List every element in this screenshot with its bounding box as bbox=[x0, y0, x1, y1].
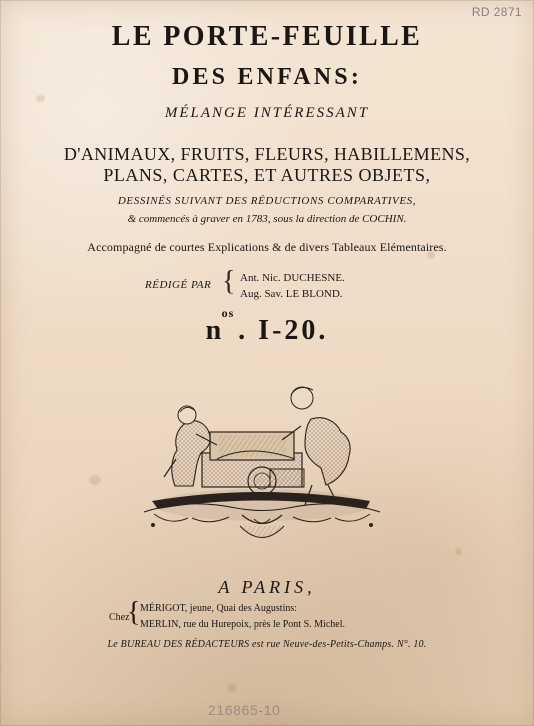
paper-foxing-spot bbox=[36, 95, 45, 102]
publishers-label: Chez bbox=[109, 612, 130, 623]
issue-prefix-superscript: os bbox=[221, 306, 235, 320]
catalog-stamp: 216865-10 bbox=[208, 702, 281, 718]
subtitle: MÉLANGE INTÉRESSANT bbox=[164, 105, 370, 121]
publishers-brace-icon: { bbox=[127, 597, 141, 628]
paper-foxing-spot bbox=[455, 548, 462, 555]
description-line-3: DESSINÉS SUIVANT DES RÉDUCTIONS COMPARATIVES, bbox=[117, 195, 417, 207]
publishers-block bbox=[109, 597, 409, 639]
issue-prefix bbox=[205, 306, 235, 346]
editors-label: RÉDIGÉ PAR bbox=[145, 279, 212, 291]
editors-block bbox=[145, 266, 415, 306]
editor-name: Ant. Nic. DUCHESNE. bbox=[240, 272, 345, 284]
description-line-1: D'ANIMAUX, FRUITS, FLEURS, HABILLEMENS, bbox=[63, 144, 471, 164]
issue-range bbox=[0, 306, 534, 361]
description-line-2: PLANS, CARTES, ET AUTRES OBJETS, bbox=[103, 165, 431, 185]
library-stamp: RD 2871 bbox=[471, 5, 522, 19]
bureau-line: Le BUREAU DES RÉDACTEURS est rue Neuve-des-Petits-Champs. N°. 10. bbox=[107, 639, 427, 650]
publisher-line: MERLIN, rue du Hurepoix, près le Pont S. Michel. bbox=[140, 619, 345, 630]
issue-prefix-letter: n bbox=[205, 315, 225, 346]
description-line-4: & commencés à graver en 1783, sous la direction de COCHIN. bbox=[127, 213, 407, 225]
editor-name: Aug. Sav. LE BLOND. bbox=[240, 288, 343, 300]
editors-brace-icon: { bbox=[222, 266, 236, 297]
paper-foxing-spot bbox=[227, 684, 237, 692]
issue-number-range: . I-20. bbox=[238, 315, 329, 346]
publisher-line: MÉRIGOT, jeune, Quai des Augustins: bbox=[140, 603, 298, 614]
imprint-city: A PARIS, bbox=[218, 577, 316, 597]
engraved-children-at-table-icon bbox=[140, 377, 385, 552]
secondary-title: DES ENFANS: bbox=[171, 64, 363, 90]
paper-foxing-spot bbox=[89, 475, 101, 485]
description-line-5: Accompagné de courtes Explications & de divers Tableaux Elémentaires. bbox=[87, 240, 447, 254]
main-title: LE PORTE-FEUILLE bbox=[111, 21, 423, 52]
